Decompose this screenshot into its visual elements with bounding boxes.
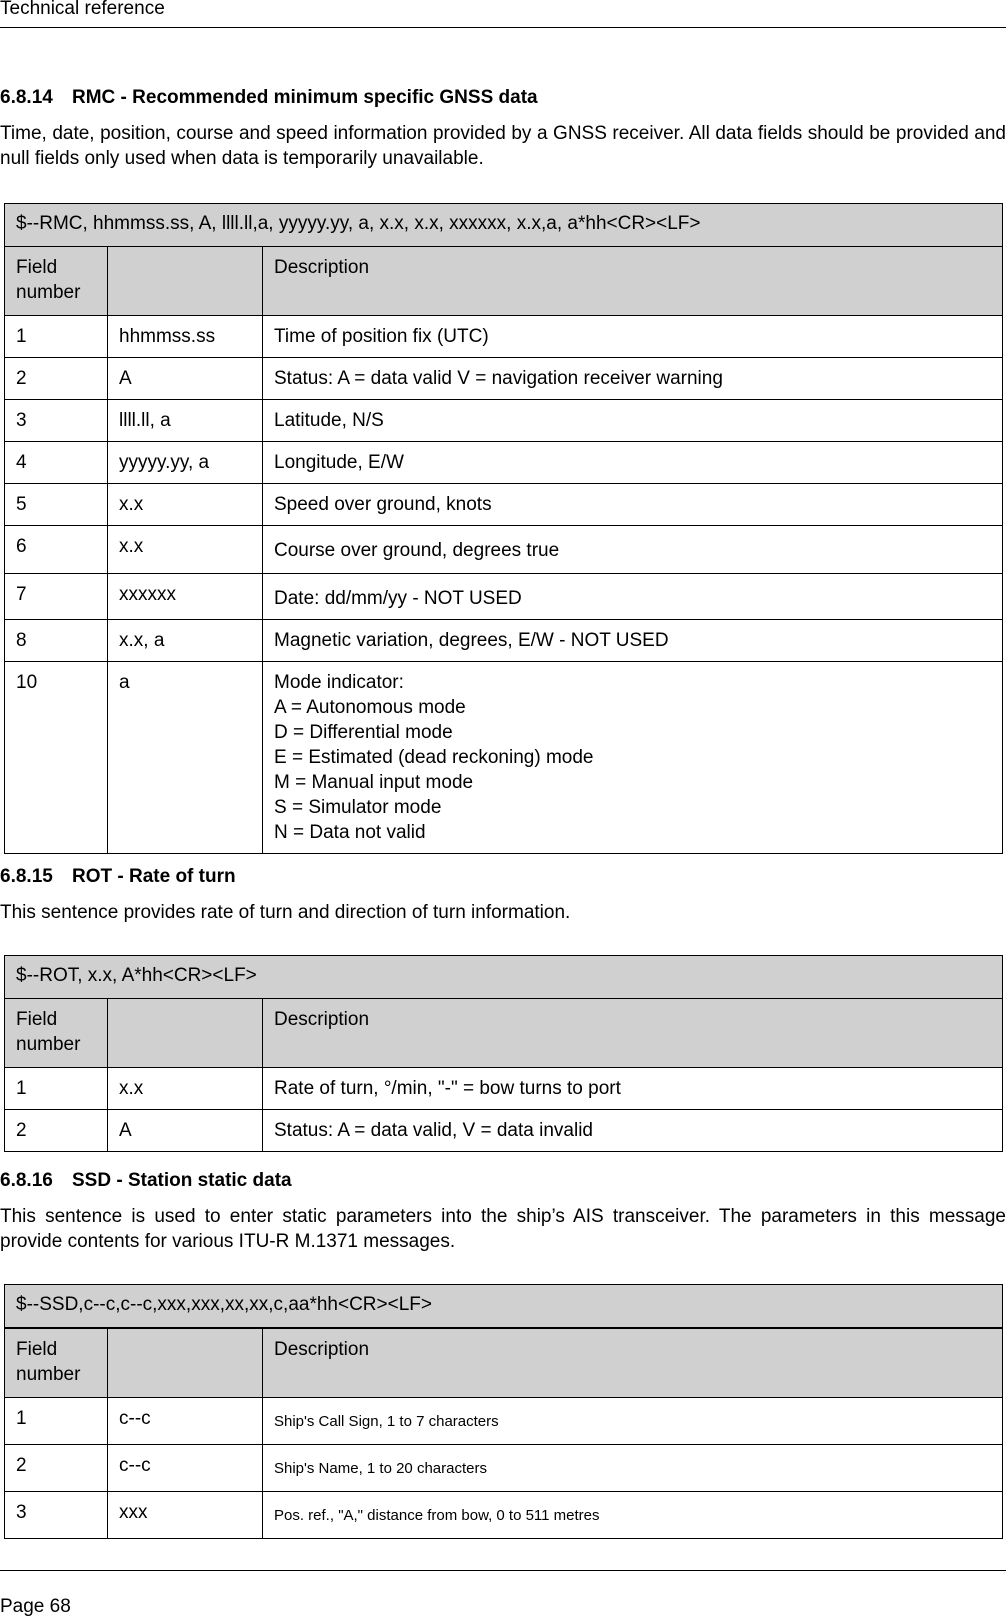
ssd-table [4, 1284, 1003, 1539]
field-code: A [108, 358, 263, 400]
section-heading [0, 1170, 1006, 1192]
field-description: Pos. ref., "A," distance from bow, 0 to 511 metres [263, 1492, 1003, 1539]
field-description: Longitude, E/W [263, 442, 1003, 484]
field-description: Course over ground, degrees true [263, 526, 1003, 574]
table-row [5, 526, 1003, 574]
field-code: xxxxxx [108, 574, 263, 620]
field-code: yyyyy.yy, a [108, 442, 263, 484]
description-header: Description [263, 1328, 1003, 1398]
table-row [5, 400, 1003, 442]
blank-header [108, 999, 263, 1068]
rot-table [4, 955, 1003, 1152]
field-number: 1 [5, 1068, 108, 1110]
section-rmc [0, 87, 1006, 171]
table-row [5, 316, 1003, 358]
section-heading [0, 866, 1006, 888]
field-description: Magnetic variation, degrees, E/W - NOT USED [263, 620, 1003, 662]
section-title: ROT - Rate of turn [72, 866, 236, 887]
section-description: Time, date, position, course and speed information provided by a GNSS receiver. All data fields should be provided and null fields only used when data is temporarily unavailable. [0, 123, 1006, 169]
field-code: a [108, 662, 263, 854]
table-row [5, 620, 1003, 662]
mode-line: N = Data not valid [274, 822, 426, 843]
section-number: 6.8.15 [0, 866, 53, 887]
field-number: 2 [5, 358, 108, 400]
section-rot [0, 866, 1006, 925]
table-row [5, 662, 1003, 854]
mode-line: E = Estimated (dead reckoning) mode [274, 747, 594, 768]
header-row [5, 1328, 1003, 1398]
table-row [5, 1068, 1003, 1110]
field-number: 8 [5, 620, 108, 662]
field-number: 4 [5, 442, 108, 484]
field-number: 1 [5, 316, 108, 358]
field-code: xxx [108, 1492, 263, 1539]
field-number: 5 [5, 484, 108, 526]
mode-line: Mode indicator: [274, 672, 404, 693]
field-number: 3 [5, 1492, 108, 1539]
field-code: x.x [108, 484, 263, 526]
section-description: This sentence provides rate of turn and direction of turn information. [0, 902, 571, 923]
description-header: Description [263, 999, 1003, 1068]
sentence-format: $--RMC, hhmmss.ss, A, llll.ll,a, yyyyy.yy, a, x.x, x.x, xxxxxx, x.x,a, a*hh<CR><LF> [5, 204, 1003, 247]
table-row [5, 1445, 1003, 1492]
field-description: Status: A = data valid, V = data invalid [263, 1110, 1003, 1152]
field-number-header: Field number [5, 999, 108, 1068]
sentence-format: $--ROT, x.x, A*hh<CR><LF> [5, 956, 1003, 999]
field-description: Status: A = data valid V = navigation receiver warning [263, 358, 1003, 400]
field-code: c--c [108, 1445, 263, 1492]
mode-line: M = Manual input mode [274, 772, 474, 793]
field-code: x.x, a [108, 620, 263, 662]
field-number: 2 [5, 1445, 108, 1492]
section-number: 6.8.14 [0, 87, 53, 108]
mode-line: D = Differential mode [274, 722, 453, 743]
format-row [5, 204, 1003, 247]
field-description: Ship's Call Sign, 1 to 7 characters [263, 1398, 1003, 1445]
format-row [5, 956, 1003, 999]
field-number: 3 [5, 400, 108, 442]
field-number: 6 [5, 526, 108, 574]
description-header: Description [263, 247, 1003, 316]
format-row [5, 1285, 1003, 1329]
field-description: Rate of turn, °/min, "-" = bow turns to port [263, 1068, 1003, 1110]
page-header: Technical reference [0, 0, 165, 19]
field-code: A [108, 1110, 263, 1152]
field-code: x.x [108, 1068, 263, 1110]
field-description: Time of position fix (UTC) [263, 316, 1003, 358]
header-row [5, 247, 1003, 316]
page-number: Page 68 [0, 1596, 71, 1617]
table-row [5, 1110, 1003, 1152]
section-heading [0, 87, 1006, 109]
section-title: RMC - Recommended minimum specific GNSS data [72, 87, 538, 108]
field-description: Latitude, N/S [263, 400, 1003, 442]
header-row [5, 999, 1003, 1068]
blank-header [108, 1328, 263, 1398]
section-ssd [0, 1170, 1006, 1254]
field-description: Speed over ground, knots [263, 484, 1003, 526]
footer-divider [0, 1570, 1006, 1571]
table-row [5, 574, 1003, 620]
table-row [5, 1398, 1003, 1445]
sentence-format: $--SSD,c--c,c--c,xxx,xxx,xx,xx,c,aa*hh<CR><LF> [5, 1285, 1003, 1329]
table-row [5, 484, 1003, 526]
field-number: 1 [5, 1398, 108, 1445]
field-number: 7 [5, 574, 108, 620]
field-number-header: Field number [5, 1328, 108, 1398]
field-number: 2 [5, 1110, 108, 1152]
table-row [5, 442, 1003, 484]
section-description: This sentence is used to enter static parameters into the ship’s AIS transceiver. The parameters in this message provide contents for various ITU-R M.1371 messages. [0, 1206, 1006, 1252]
mode-line: A = Autonomous mode [274, 697, 466, 718]
section-title: SSD - Station static data [72, 1170, 292, 1191]
field-description: Date: dd/mm/yy - NOT USED [263, 574, 1003, 620]
blank-header [108, 247, 263, 316]
field-code: x.x [108, 526, 263, 574]
table-row [5, 1492, 1003, 1539]
field-code: llll.ll, a [108, 400, 263, 442]
mode-indicator-description [263, 662, 1003, 854]
field-code: hhmmss.ss [108, 316, 263, 358]
header-divider [0, 27, 1006, 28]
field-code: c--c [108, 1398, 263, 1445]
field-number: 10 [5, 662, 108, 854]
section-number: 6.8.16 [0, 1170, 53, 1191]
table-row [5, 358, 1003, 400]
rmc-table [4, 203, 1003, 854]
mode-line: S = Simulator mode [274, 797, 442, 818]
field-number-header: Field number [5, 247, 108, 316]
field-description: Ship's Name, 1 to 20 characters [263, 1445, 1003, 1492]
